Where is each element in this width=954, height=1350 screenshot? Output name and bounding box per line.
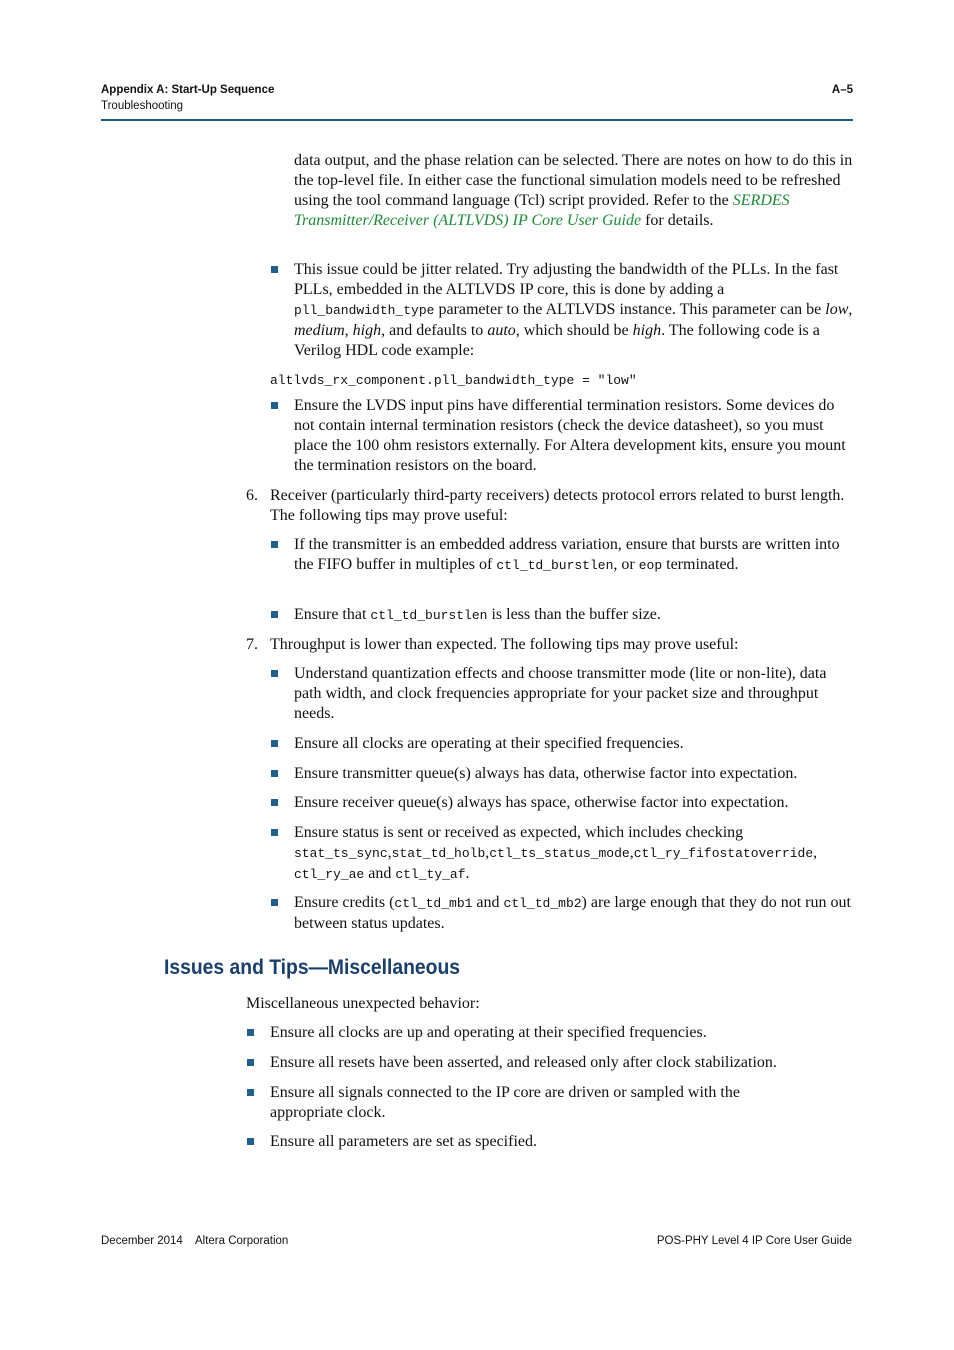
bullet-icon [271, 611, 278, 618]
section-heading: Issues and Tips—Miscellaneous [164, 956, 460, 979]
code-line: altlvds_rx_component.pll_bandwidth_type = "low" [270, 373, 637, 388]
text: is less than the buffer size. [487, 606, 661, 623]
bullet-icon [271, 829, 278, 836]
code-eop: eop [638, 558, 663, 573]
text: , which should be [515, 322, 633, 339]
code-ctl-td-burstlen: ctl_td_burstlen [370, 608, 488, 623]
bullet-icon [271, 740, 278, 747]
bullet-icon [247, 1089, 254, 1096]
paragraph-text: data output, and the phase relation can be selected. There are notes on how to do this in the top-level file. In either case the functional simulation models need to be refreshed using the tool command language (Tcl) script provided. Refer to the [294, 152, 853, 209]
bullet-icon [271, 402, 278, 409]
running-header [101, 84, 853, 96]
footer-right: POS-PHY Level 4 IP Core User Guide [656, 1235, 852, 1247]
code-ctl-ts-status-mode: ctl_ts_status_mode [489, 846, 630, 861]
term-high: high [632, 322, 662, 339]
text: . The following code is a Verilog HDL code example: [294, 322, 820, 359]
text: terminated. [662, 556, 739, 573]
separator: , [813, 844, 818, 861]
separator: , [485, 844, 490, 861]
list-item-burst-multiples [294, 535, 854, 576]
text: Ensure credits ( [294, 894, 395, 911]
code-ctl-td-burstlen: ctl_td_burstlen [496, 558, 614, 573]
list-item-rx-queue: Ensure receiver queue(s) always has space, otherwise factor into expectation. [294, 794, 789, 811]
code-ctl-ry-ae: ctl_ry_ae [294, 867, 365, 882]
text: parameter to the ALTLVDS instance. This parameter can be [434, 301, 826, 318]
list-number-6: 6. [246, 487, 258, 504]
text: , [344, 322, 353, 339]
bullet-icon [271, 266, 278, 273]
bullet-icon [271, 799, 278, 806]
list-item-7: Throughput is lower than expected. The following tips may prove useful: [270, 636, 739, 653]
footer-left: December 2014 Altera Corporation [101, 1235, 289, 1247]
misc-item: Ensure all parameters are set as specified. [270, 1133, 537, 1150]
bullet-icon [271, 670, 278, 677]
list-item-credits [294, 893, 854, 934]
header-rule [101, 119, 853, 121]
list-item-burstlen-buffer [294, 605, 854, 626]
list-item-status [294, 823, 854, 885]
misc-item: Ensure all signals connected to the IP core are driven or sampled with the appropriate clock. [270, 1084, 740, 1121]
misc-item: Ensure all clocks are up and operating at their specified frequencies. [270, 1024, 707, 1041]
page-number: A–5 [831, 84, 853, 96]
separator: , [387, 844, 392, 861]
text: and [472, 894, 504, 911]
text: Ensure that [294, 606, 371, 623]
bullet-icon [247, 1059, 254, 1066]
bullet-icon [247, 1029, 254, 1036]
list-item-quantization: Understand quantization effects and choose transmitter mode (lite or non-lite), data path width, and clock frequencies appropriate for your packet size and throughput needs. [294, 665, 827, 722]
code-ctl-td-mb1: ctl_td_mb1 [394, 896, 473, 911]
list-number-7: 7. [246, 636, 258, 653]
misc-item: Ensure all resets have been asserted, and released only after clock stabilization. [270, 1054, 777, 1071]
list-item-6: Receiver (particularly third-party receivers) detects protocol errors related to burst length. The following tips may prove useful: [270, 487, 845, 524]
code-ctl-td-mb2: ctl_td_mb2 [503, 896, 582, 911]
paragraph-tail: for details. [641, 212, 714, 229]
term-medium: medium [294, 322, 345, 339]
list-item-clocks: Ensure all clocks are operating at their specified frequencies. [294, 735, 684, 752]
list-item-lvds: Ensure the LVDS input pins have differential termination resistors. Some devices do not contain internal termination resistors (check the device datasheet), so you must place the 100 ohm resistors externally. For Altera development kits, ensure you mount the termination resistors on the board. [294, 397, 846, 474]
code-pll-bandwidth-type: pll_bandwidth_type [294, 303, 435, 318]
separator: , [629, 844, 634, 861]
text: , or [613, 556, 639, 573]
list-item-jitter [294, 260, 854, 361]
header-subtitle: Troubleshooting [101, 100, 184, 112]
text: . [465, 865, 470, 882]
text: This issue could be jitter related. Try adjusting the bandwidth of the PLLs. In the fast PLLs, embedded in the ALTLVDS IP core, this is done by adding a [294, 261, 839, 298]
text: Ensure status is sent or received as expected, which includes checking [294, 824, 744, 841]
text: ) are large enough that they do not run out between status updates. [294, 894, 851, 932]
text: , and defaults to [381, 322, 488, 339]
code-ctl-ty-af: ctl_ty_af [395, 867, 466, 882]
text: , [848, 301, 853, 318]
section-intro: Miscellaneous unexpected behavior: [246, 995, 480, 1012]
bullet-icon [271, 899, 278, 906]
term-auto: auto [487, 322, 516, 339]
bullet-icon [271, 541, 278, 548]
text: and [364, 865, 396, 882]
list-item-tx-queue: Ensure transmitter queue(s) always has data, otherwise factor into expectation. [294, 765, 798, 782]
bullet-icon [247, 1138, 254, 1145]
code-stat-td-holb: stat_td_holb [391, 846, 486, 861]
code-stat-ts-sync: stat_ts_sync [294, 846, 388, 861]
term-low: low [825, 301, 849, 318]
text: If the transmitter is an embedded address variation, ensure that bursts are written into the FIFO buffer in multiples of [294, 536, 840, 573]
altlvds-guide-link[interactable]: SERDES Transmitter/Receiver (ALTLVDS) IP Core User Guide [294, 192, 790, 229]
code-ctl-ry-fifostatoverride: ctl_ry_fifostatoverride [633, 846, 814, 861]
code-example [270, 370, 830, 391]
bullet-icon [271, 770, 278, 777]
paragraph-continuation [294, 151, 854, 231]
header-title: Appendix A: Start-Up Sequence [101, 84, 275, 96]
term-high: high [352, 322, 382, 339]
